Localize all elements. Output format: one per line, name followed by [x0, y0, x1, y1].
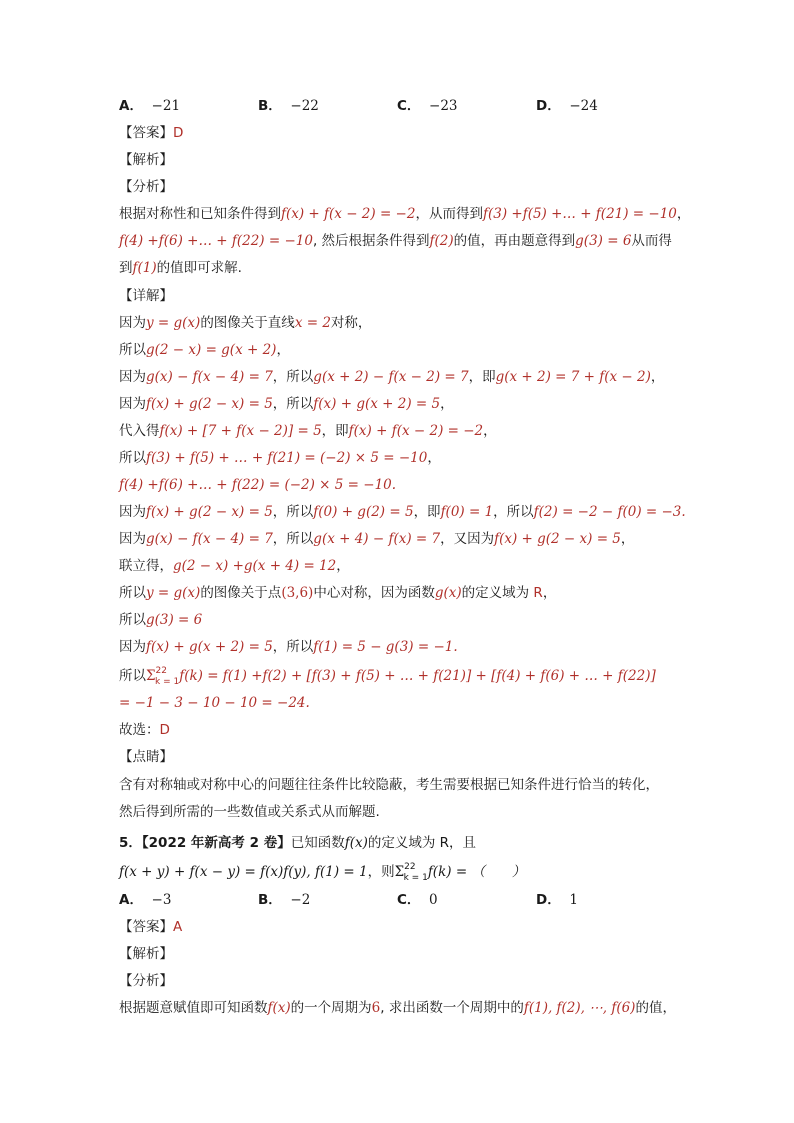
q5-option-b: B． −2: [258, 892, 311, 908]
sum-symbol: $\Sigma^{22}_{k = 1}$: [394, 862, 428, 883]
q4-detail-line-6: 所以f(3) + f(5) + … + f(21) = (−2) × 5 = −10，: [119, 450, 441, 466]
q4-detail-line-13: 因为f(x) + g(x + 2) = 5，所以f(1) = 5 − g(3) = −1.: [119, 639, 458, 655]
q5-stem-line-2: f(x + y) + f(x − y) = f(x)f(y), f(1) = 1，则$\Sigma^{22}_{k = 1}f(k)$ = （ ）: [119, 862, 526, 883]
sigma-glyph: Σ: [146, 668, 156, 684]
q4-guxuan: 故选：D: [119, 722, 170, 738]
q4-option-d: D． −24: [536, 98, 598, 114]
q4-dianjing-line-2: 然后得到所需的一些数值或关系式从而解题.: [119, 804, 380, 820]
q4-dianjing-line-1: 含有对称轴或对称中心的问题往往条件比较隐蔽，考生需要根据已知条件进行恰当的转化，: [119, 777, 659, 793]
q4-detail-line-10: 联立得，g(2 − x) +g(x + 4) = 12，: [119, 558, 350, 574]
q4-detail-line-12: 所以g(3) = 6: [119, 612, 203, 628]
q4-fenxi-line-3: 到f(1)的值即可求解.: [119, 260, 242, 276]
sigma-glyph: Σ: [394, 864, 405, 880]
q4-detail-line-5: 代入得f(x) + [7 + f(x − 2)] = 5，即f(x) + f(x − 2) = −2，: [119, 423, 497, 439]
q4-jiexi-heading: 【解析】: [119, 152, 173, 168]
q4-detail-line-3: 因为g(x) − f(x − 4) = 7，所以g(x + 2) − f(x − 2) = 7，即g(x + 2) = 7 + f(x − 2)，: [119, 369, 665, 385]
q5-fenxi-heading: 【分析】: [119, 973, 173, 989]
q5-jiexi-heading: 【解析】: [119, 946, 173, 962]
q4-fenxi-heading: 【分析】: [119, 179, 173, 195]
q5-option-a: A． −3: [119, 892, 172, 908]
q4-detail-line-9: 因为g(x) − f(x − 4) = 7，所以g(x + 4) − f(x) = 7，又因为f(x) + g(2 − x) = 5，: [119, 531, 635, 547]
q4-detail-line-4: 因为f(x) + g(2 − x) = 5，所以f(x) + g(x + 2) = 5，: [119, 396, 454, 412]
q5-answer: 【答案】A: [119, 919, 183, 935]
q4-detail-line-14: 所以$\Sigma^{22}_{k = 1}f(k) = f(1) +f(2) + [f(3) + f(5)$ + … + f(21)] + [f(4) + f(6) + … + f(22)]: [119, 666, 656, 687]
q5-stem-line-1: 5．【2022 年新高考 2 卷】已知函数f(x)的定义域为 R，且: [119, 835, 477, 851]
q4-xiangjie-heading: 【详解】: [119, 288, 173, 304]
q5-option-c: C． 0: [397, 892, 438, 908]
q4-option-b: B． −22: [258, 98, 319, 114]
q5-fenxi-line-1: 根据题意赋值即可知函数f(x)的一个周期为6, 求出函数一个周期中的f(1), f(2), ⋯, f(6)的值，: [119, 1000, 676, 1016]
q4-detail-line-2: 所以g(2 − x) = g(x + 2)，: [119, 342, 290, 358]
q4-dianjing-heading: 【点睛】: [119, 749, 173, 765]
sum-symbol: $\Sigma^{22}_{k = 1}$: [146, 666, 180, 687]
q4-fenxi-line-1: 根据对称性和已知条件得到f(x) + f(x − 2) = −2，从而得到f(3) +f(5) +… + f(21) = −10，: [119, 206, 691, 222]
q4-fenxi-line-2: f(4) +f(6) +… + f(22) = −10, 然后根据条件得到f(2)的值，再由题意得到g(3) = 6从而得: [119, 233, 672, 249]
q4-detail-line-8: 因为f(x) + g(2 − x) = 5，所以f(0) + g(2) = 5，即f(0) = 1，所以f(2) = −2 − f(0) = −3.: [119, 504, 686, 520]
q4-detail-line-7: f(4) +f(6) +… + f(22) = (−2) × 5 = −10.: [119, 477, 397, 493]
q4-option-c: C． −23: [397, 98, 458, 114]
q4-detail-line-11: 所以y = g(x)的图像关于点(3,6)中心对称，因为函数g(x)的定义域为 R，: [119, 585, 557, 601]
q4-answer: 【答案】D: [119, 125, 184, 141]
q4-detail-line-1: 因为y = g(x)的图像关于直线x = 2对称，: [119, 315, 372, 331]
q5-option-d: D． 1: [536, 892, 578, 908]
q4-option-a: A． −21: [119, 98, 181, 114]
q4-detail-line-15: = −1 − 3 − 10 − 10 = −24.: [119, 695, 310, 711]
